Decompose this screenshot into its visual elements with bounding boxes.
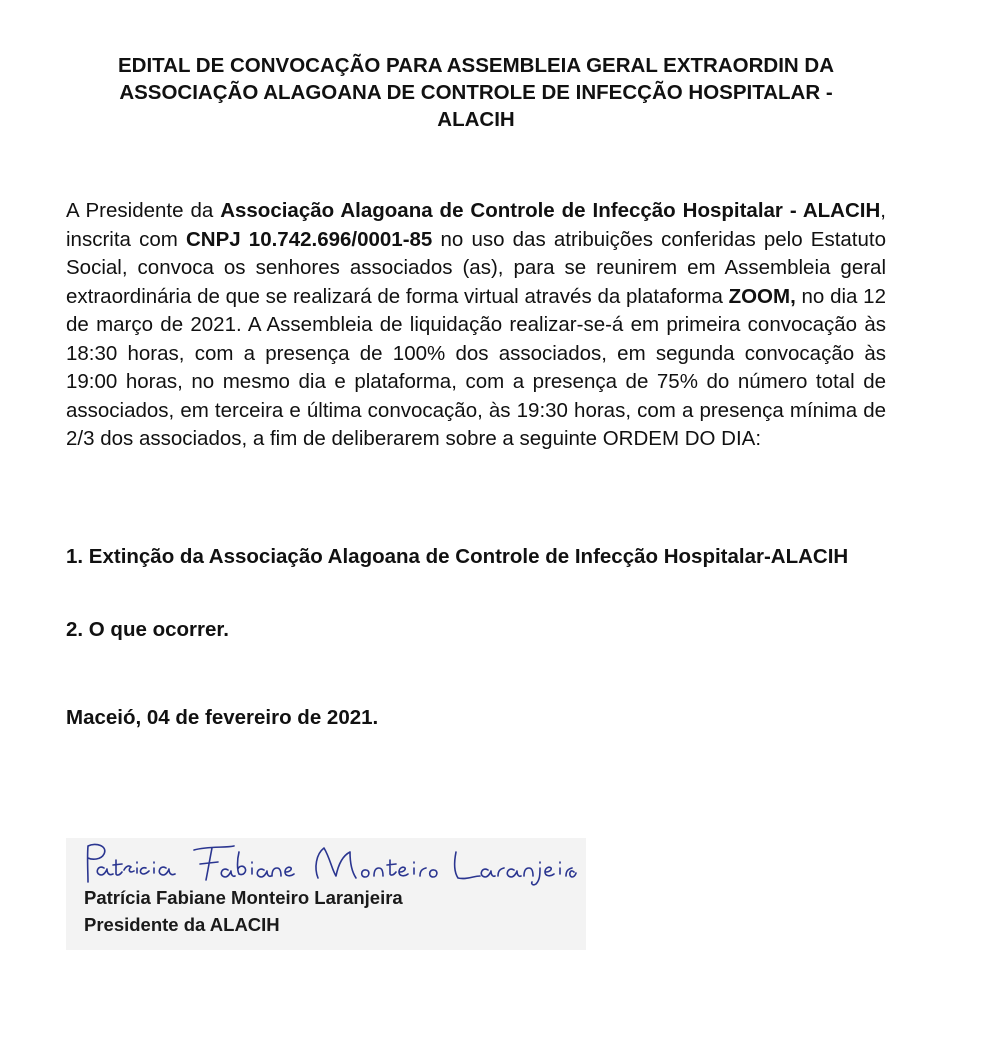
cnpj-number: CNPJ 10.742.696/0001-85: [185, 227, 433, 251]
paragraph-text-2: no dia 12 de março de 2021. A Assembleia de liquidação realizar-se-á em primeira convocação às 18:30 horas, com a presença de 100% dos associados, em segunda convocação às 19:00 horas, no mesmo dia e plataforma, com a presença de 75% do número total de associados, em terceira e última convocação, às 19:30 horas, com a presença mínima de 2/3 dos associados, a fim de deliberarem sobre a seguinte ORDEM DO DIA:: [66, 284, 886, 450]
convocation-paragraph: [66, 197, 886, 454]
date-line: Maceió, 04 de fevereiro de 2021.: [66, 706, 379, 729]
handwritten-signature: [74, 838, 579, 888]
intro-text: A Presidente da: [66, 199, 221, 222]
signatory-name: Patrícia Fabiane Monteiro Laranjeira: [84, 887, 403, 908]
signature-block: [66, 838, 586, 950]
association-name: Associação Alagoana de Controle de Infecção Hospitalar - ALACIH: [220, 199, 881, 222]
agenda-item-1: 1. Extinção da Associação Alagoana de Controle de Infecção Hospitalar-ALACIH: [66, 545, 849, 568]
document-title: [50, 52, 902, 133]
platform-name: ZOOM,: [728, 284, 796, 308]
title-line-3: ALACIH: [437, 108, 515, 131]
paragraph-text-1: no uso das atribuições conferidas pelo Estatuto Social, convoca os senhores associados (as), para se reunirem em Assembleia geral extraordinária de que se realizará de forma virtual através da plataforma: [66, 227, 886, 308]
signatory-role: Presidente da ALACIH: [84, 914, 280, 935]
inscrita-text: , inscrita com: [66, 199, 886, 251]
title-line-2: ASSOCIAÇÃO ALAGOANA DE CONTROLE DE INFECÇÃO HOSPITALAR -: [119, 81, 833, 104]
agenda-item-2: 2. O que ocorrer.: [66, 618, 229, 641]
title-line-1: EDITAL DE CONVOCAÇÃO PARA ASSEMBLEIA GERAL EXTRAORDIN DA: [117, 54, 835, 77]
